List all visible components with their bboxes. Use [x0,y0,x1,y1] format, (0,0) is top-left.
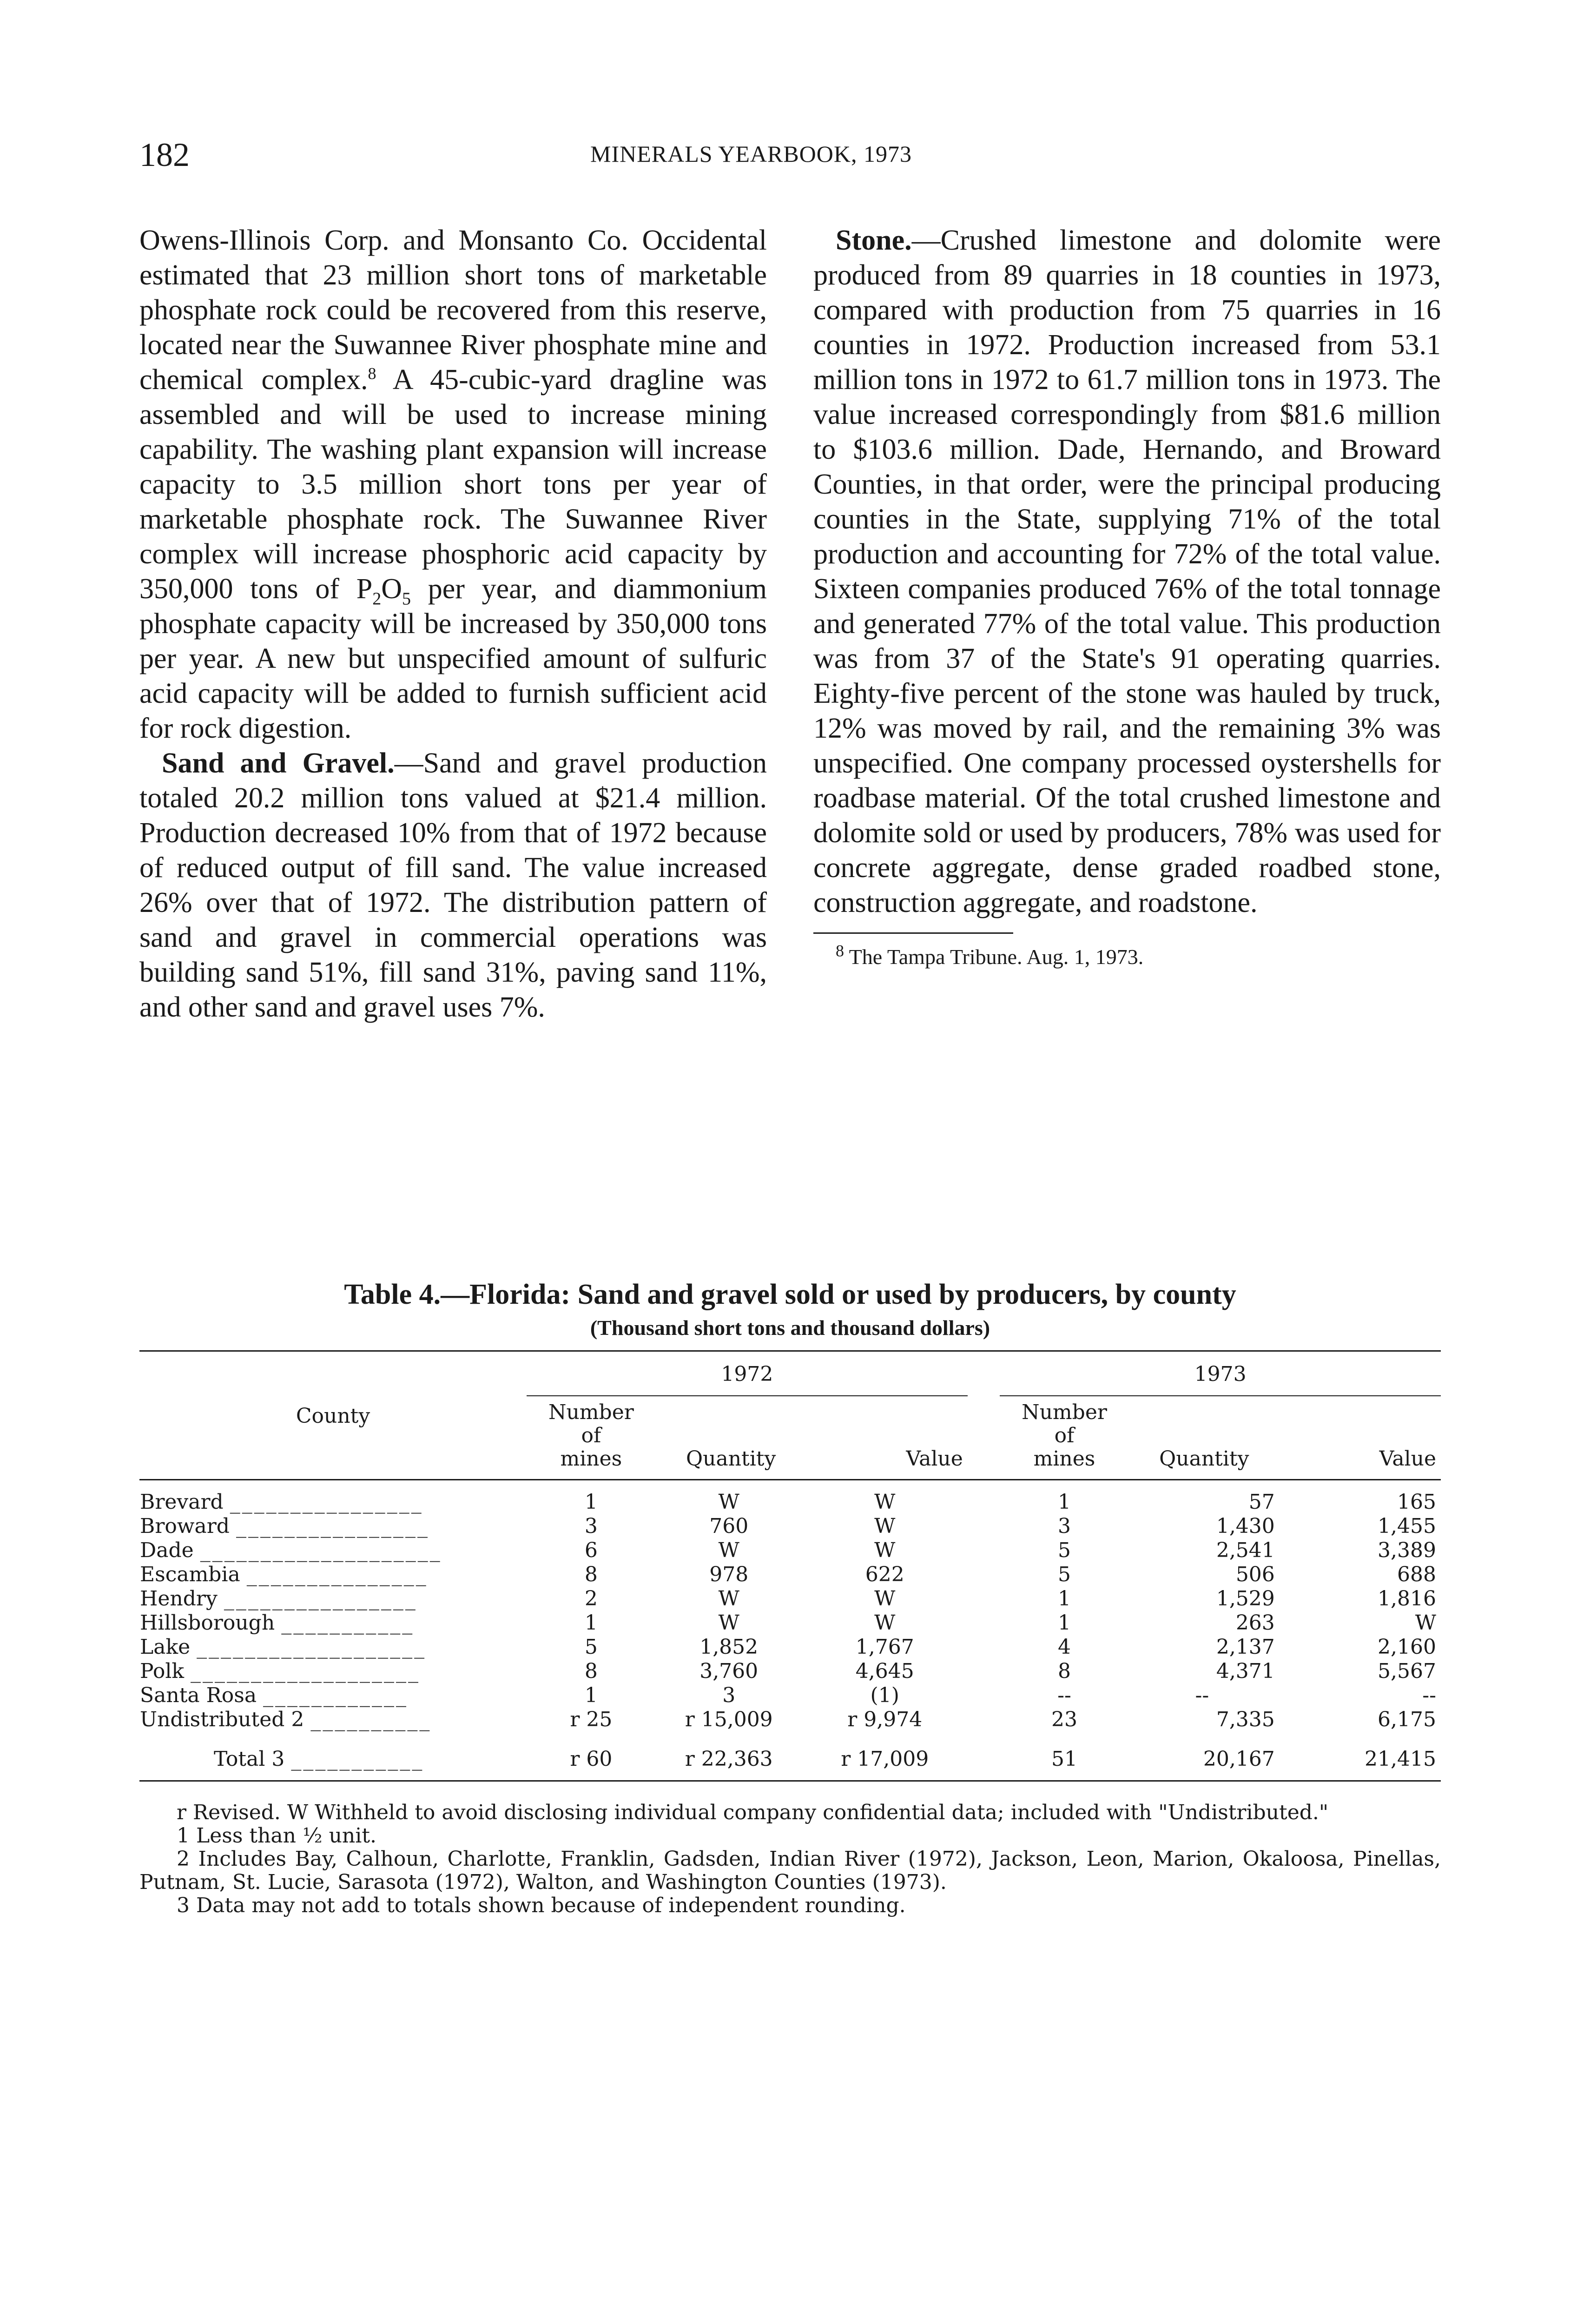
table-body [139,1480,1441,1781]
stone-heading: Stone. [836,224,912,256]
phosphate-paragraph: Owens-Illinois Corp. and Monsanto Co. Occidental estimated that 23 million short tons of marketable phosphate rock could be recovered from this reserve, located near the Suwannee River phosphate mine and chemical complex.$^8$ A 45-cubic-yard dragline was assembled and will be used to increase mining capability. The washing plant expansion will increase capacity to 3.5 million short tons per year of marketable phosphate rock. The Suwannee River complex will increase phosphoric acid capacity by 350,000 tons of $P_2O_5$ per year, and diammonium phosphate capacity will be increased by 350,000 tons per year. A new but unspecified amount of sulfuric acid capacity will be added to furnish sufficient acid for rock digestion. [139,224,767,744]
year-1973-header: 1973 [1000,1351,1441,1396]
mines-header-1973: Number of mines [1022,1400,1107,1471]
table-row: Broward ________________ 3 760 W 3 1,430 1,455 [140,1514,1436,1538]
page-number: 182 [139,136,190,173]
table-row: Undistributed 2 __________ r 25 r 15,009 r 9,974 23 7,335 6,175 [140,1708,1436,1731]
value-header-1973: Value [1379,1447,1436,1471]
year-1972-header: 1972 [527,1351,968,1396]
table-notes [139,1801,1441,1917]
note-revised: r Revised. W Withheld to avoid disclosing individual company confidential data; included with "Undistributed." [177,1801,1329,1824]
note-3: 3 Data may not add to totals shown because of independent rounding. [177,1894,906,1917]
left-column [139,223,767,1025]
county-header: County [139,1351,527,1480]
footnote-ref: 8 [368,364,376,383]
table-row: Santa Rosa ____________ 1 3 (1) -- -- -- [140,1684,1436,1707]
table-row: Dade ____________________ 6 W W 5 2,541 3,389 [140,1538,1436,1562]
total-row: Total 3 ___________ r 60 r 22,363 r 17,009 51 20,167 21,415 [214,1747,1436,1771]
footnote-8: $^8$ The Tampa Tribune. Aug. 1, 1973. [836,941,1144,969]
note-2: 2 Includes Bay, Calhoun, Charlotte, Franklin, Gadsden, Indian River (1972), Jackson, Leon, Marion, Okaloosa, Pinellas, Putnam, St. Lucie, Sarasota (1972), Walton, and Washington Counties (1973). [139,1847,1441,1894]
mines-header-1972: Number of mines [548,1400,634,1471]
table-row: Brevard ________________ 1 W W 1 57 165 [140,1490,1436,1514]
table-subtitle: (Thousand short tons and thousand dollars) [590,1316,990,1340]
running-title: MINERALS YEARBOOK, 1973 [590,141,912,167]
table-row: Polk ___________________ 8 3,760 4,645 8 4,371 5,567 [140,1659,1436,1683]
sand-gravel-paragraph: Sand and Gravel.—Sand and gravel production totaled 20.2 million tons valued at $21.4 million. Production decreased 10% from that of 1972 because of reduced output of fill sand. The value increased 26% over that of 1972. The distribution pattern of sand and gravel in commercial operations was building sand 51%, fill sand 31%, paving sand 11%, and other sand and gravel uses 7%. [139,747,767,1023]
sand-gravel-heading: Sand and Gravel. [162,747,395,779]
table-row: Escambia _______________ 8 978 622 5 506 688 [140,1563,1436,1586]
table-row: Hendry ________________ 2 W W 1 1,529 1,816 [140,1587,1436,1611]
quantity-header-1972: Quantity [686,1447,776,1471]
table-title: Table 4.—Florida: Sand and gravel sold or used by producers, by county [344,1279,1236,1310]
sand-gravel-table [139,1350,1441,1782]
table-row: Lake ___________________ 5 1,852 1,767 4 2,137 2,160 [140,1635,1436,1659]
footnote-rule [813,932,1013,934]
table-row: Hillsborough ___________ 1 W W 1 263 W [140,1611,1436,1635]
stone-paragraph: Stone.—Crushed limestone and dolomite were produced from 89 quarries in 18 counties in 1973, compared with production from 75 quarries in 16 counties in 1972. Production increased from 53.1 million tons in 1972 to 61.7 million tons in 1973. The value increased correspondingly from $81.6 million to $103.6 million. Dade, Hernando, and Broward Counties, in that order, were the principal producing counties in the State, supplying 71% of the total production and accounting for 72% of the total value. Sixteen companies produced 76% of the total tonnage and generated 77% of the total value. This production was from 37 of the State's 91 operating quarries. Eighty-five percent of the stone was hauled by truck, 12% was moved by rail, and the remaining 3% was unspecified. One company processed oystershells for roadbase material. Of the total crushed limestone and dolomite sold or used by producers, 78% was used for concrete aggregate, dense graded roadbed stone, construction aggregate, and roadstone. [813,224,1441,918]
quantity-header-1973: Quantity [1159,1447,1249,1471]
note-1: 1 Less than ½ unit. [177,1824,377,1848]
right-column [813,223,1441,970]
value-header-1972: Value [906,1447,963,1471]
